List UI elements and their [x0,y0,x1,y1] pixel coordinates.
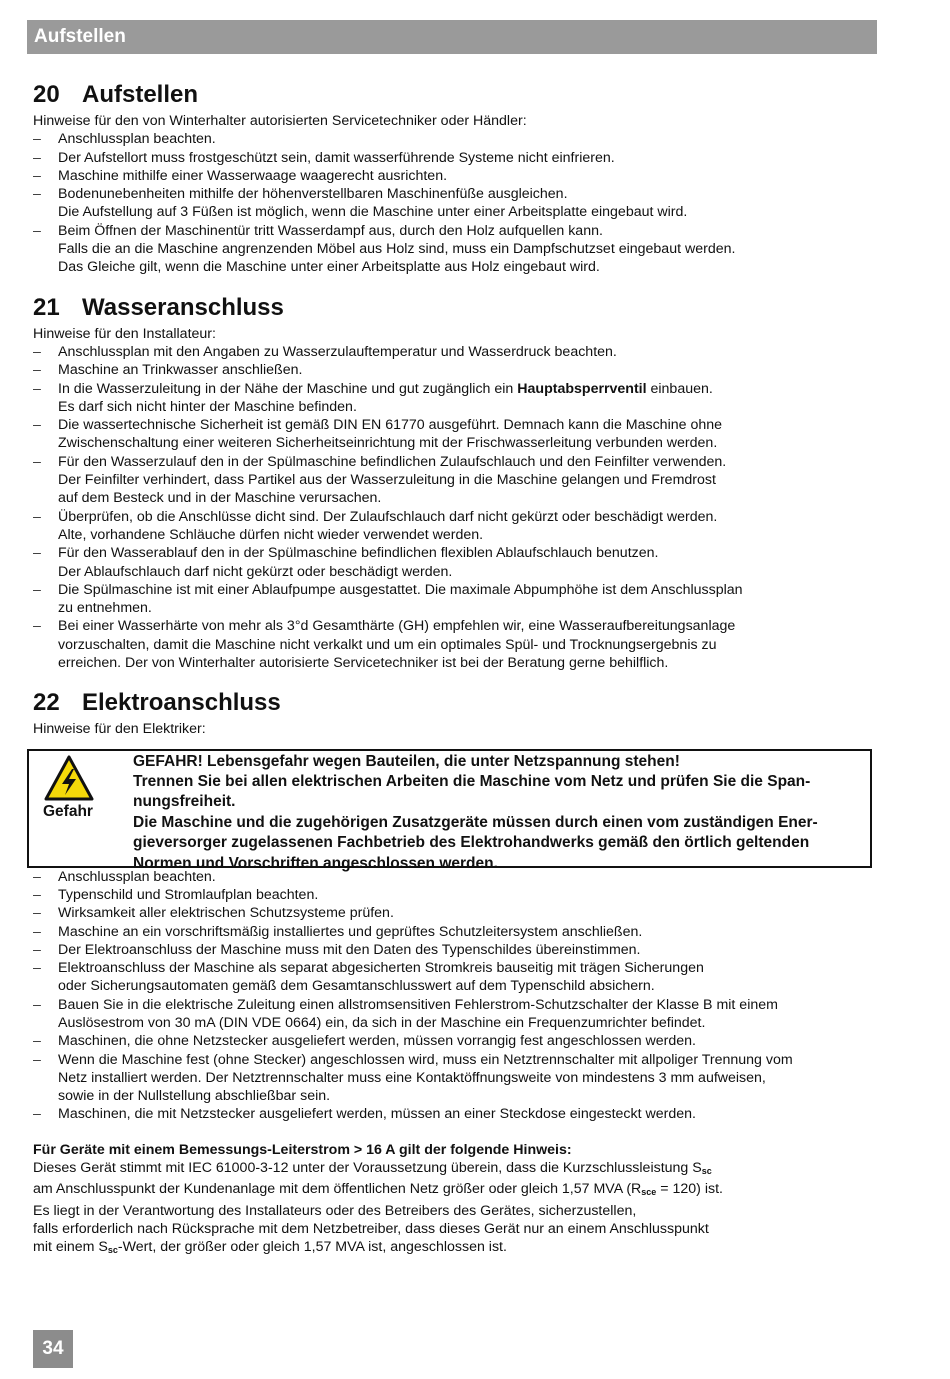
header-title: Aufstellen [34,26,126,47]
high-voltage-warning-icon [43,754,95,802]
section-intro: Hinweise für den Installateur: [33,325,216,342]
warning-label: Gefahr [43,802,93,820]
list-item: – Bei einer Wasserhärte von mehr als 3°d Gesamthärte (GH) empfehlen wir, eine Wasseraufbereitungsanlage vorzuschalten, damit die Maschine nicht verkalkt und um ein optimales Spül- und Trocknungsergebnis zu erreichen. Der von Winterhalter autorisierte Servicetechniker ist bei der Beratung gerne behilflich. [33,617,873,672]
list-item: – In die Wasserzuleitung in der Nähe der Maschine und gut zugänglich ein Hauptabsperrventil einbauen. Es darf sich nicht hinter der Maschine befinden. [33,380,873,417]
note-heading: Für Geräte mit einem Bemessungs-Leiterstrom > 16 A gilt der folgende Hinweis: [33,1141,572,1158]
list-item: – Für den Wasserzulauf den in der Spülmaschine befindlichen Zulaufschlauch und den Feinfilter verwenden. Der Feinfilter verhindert, dass Partikel aus der Wasserzuleitung in die Maschine gelangen und Fremdrost auf dem Besteck und in der Maschine verursachen. [33,453,873,508]
item-list [33,868,873,1124]
header-bar [27,20,877,54]
section-intro: Hinweise für den von Winterhalter autorisierten Servicetechniker oder Händler: [33,113,527,129]
section-heading: 21 Wasseranschluss [33,293,284,321]
item-list [33,130,873,276]
danger-warning-box [27,749,872,872]
section-heading: 20 Aufstellen [33,81,199,108]
list-item: – Wirksamkeit aller elektrischen Schutzsysteme prüfen. [33,904,873,922]
list-item: – Anschlussplan beachten. [33,868,873,886]
section-21 [33,291,873,673]
section-20 [33,78,873,277]
list-item: – Maschinen, die mit Netzstecker ausgeliefert werden, müssen an einer Steckdose eingesteckt werden. [33,1105,873,1123]
page-content [33,78,873,1260]
item-list [33,343,873,416]
list-item: – Bodenunebenheiten mithilfe der höhenverstellbaren Maschinenfüße ausgleichen. Die Aufstellung auf 3 Füßen ist möglich, wenn die Maschine unter einer Arbeitsplatte eingebaut wird. [33,185,873,222]
warning-title: GEFAHR! Lebensgefahr wegen Bauteilen, die unter Netzspannung stehen! [133,752,680,770]
page-number: 34 [33,1330,73,1368]
list-item: – Die Spülmaschine ist mit einer Ablaufpumpe ausgestattet. Die maximale Abpumphöhe ist dem Anschlussplan zu entnehmen. [33,581,873,618]
current-rating-note: Für Geräte mit einem Bemessungs-Leiterstrom > 16 A gilt der folgende Hinweis: Dieses Gerät stimmt mit IEC 61000-3-12 unter der Voraussetzung überein, dass die Kurzschlussleistung $S_{sc}$ am Anschlusspunkt der Kundenanlage mit dem öffentlichen Netz größer oder gleich 1,57 MVA $(R_{sce} = 120)$ ist. Es liegt in der Verantwortung des Installateurs oder des Betreibers des Gerätes, sicherzustellen, falls erforderlich nach Rücksprache mit dem Netzbetreiber, dass dieses Gerät nur an einem Anschlusspunkt mit einem $S_{sc}$-Wert, der größer oder gleich 1,57 MVA ist, angeschlossen ist. [33,1141,873,1260]
section-22 [33,686,873,1259]
list-item: – Anschlussplan mit den Angaben zu Wasserzulauftemperatur und Wasserdruck beachten. [33,343,873,361]
list-item: – Wenn die Maschine fest (ohne Stecker) angeschlossen wird, muss ein Netztrennschalter mit allpoliger Trennung vom Netz installiert werden. Der Netztrennschalter muss eine Kontaktöffnungsweite von mindestens 3 mm aufweisen, sowie in der Nullstellung abschließbar sein. [33,1051,873,1106]
section-heading: 22 Elektroanschluss [33,689,281,717]
list-item: – Die wassertechnische Sicherheit ist gemäß DIN EN 61770 ausgeführt. Demnach kann die Maschine ohne Zwischenschaltung einer weiteren Sicherheitseinrichtung mit der Frischwasserleitung verbunden werden. [33,416,873,453]
list-item: – Beim Öffnen der Maschinentür tritt Wasserdampf aus, durch den Holz aufquellen kann. Falls die an die Maschine angrenzenden Möbel aus Holz sind, muss ein Dampfschutzset eingebaut werden. Das Gleiche gilt, wenn die Maschine unter einer Arbeitsplatte aus Holz eingebaut wird. [33,222,873,277]
list-item: – Der Elektroanschluss der Maschine muss mit den Daten des Typenschildes übereinstimmen. [33,941,873,959]
list-item: – Typenschild und Stromlaufplan beachten. [33,886,873,904]
list-item: – Der Aufstellort muss frostgeschützt sein, damit wasserführende Systeme nicht einfrieren. [33,149,873,167]
list-item: – Maschine mithilfe einer Wasserwaage waagerecht ausrichten. [33,167,873,185]
warning-text: GEFAHR! Lebensgefahr wegen Bauteilen, die unter Netzspannung stehen! Trennen Sie bei allen elektrischen Arbeiten die Maschine vom Netz und prüfen Sie die Span- nungsfreiheit. Die Maschine und die zugehörigen Zusatzgeräte müssen durch einen vom zuständigen Ener- gieversorger zugelassenen Fachbetrieb des Elektrohandwerks gemäß den örtlich geltenden Normen und Vorschriften angeschlossen werden. [133,752,863,874]
list-item: – Für den Wasserablauf den in der Spülmaschine befindlichen flexiblen Ablaufschlauch benutzen. Der Ablaufschlauch darf nicht gekürzt oder beschädigt werden. [33,544,873,581]
list-item: – Überprüfen, ob die Anschlüsse dicht sind. Der Zulaufschlauch darf nicht gekürzt oder beschädigt werden. Alte, vorhandene Schläuche dürfen nicht wieder verwendet werden. [33,508,873,545]
list-item: – Maschinen, die ohne Netzstecker ausgeliefert werden, müssen vorrangig fest angeschlossen werden. [33,1032,873,1050]
list-item: – Maschine an Trinkwasser anschließen. [33,361,873,379]
list-item: – Anschlussplan beachten. [33,130,873,148]
list-item: – Bauen Sie in die elektrische Zuleitung einen allstromsensitiven Fehlerstrom-Schutzschalter der Klasse B mit einem Auslösestrom von 30 mA (DIN VDE 0664) ein, da sich in der Maschine ein Frequenzumrichter befindet. [33,996,873,1033]
list-item: – Elektroanschluss der Maschine als separat abgesicherten Stromkreis bauseitig mit trägen Sicherungen oder Sicherungsautomaten gemäß dem Gesamtanschlusswert auf dem Typenschild absichern. [33,959,873,996]
item-list [33,416,873,672]
emphasis: Hauptabsperrventil [517,380,647,397]
list-item: – Maschine an ein vorschriftsmäßig installiertes und geprüftes Schutzleitersystem anschließen. [33,923,873,941]
section-intro: Hinweise für den Elektriker: [33,721,206,738]
